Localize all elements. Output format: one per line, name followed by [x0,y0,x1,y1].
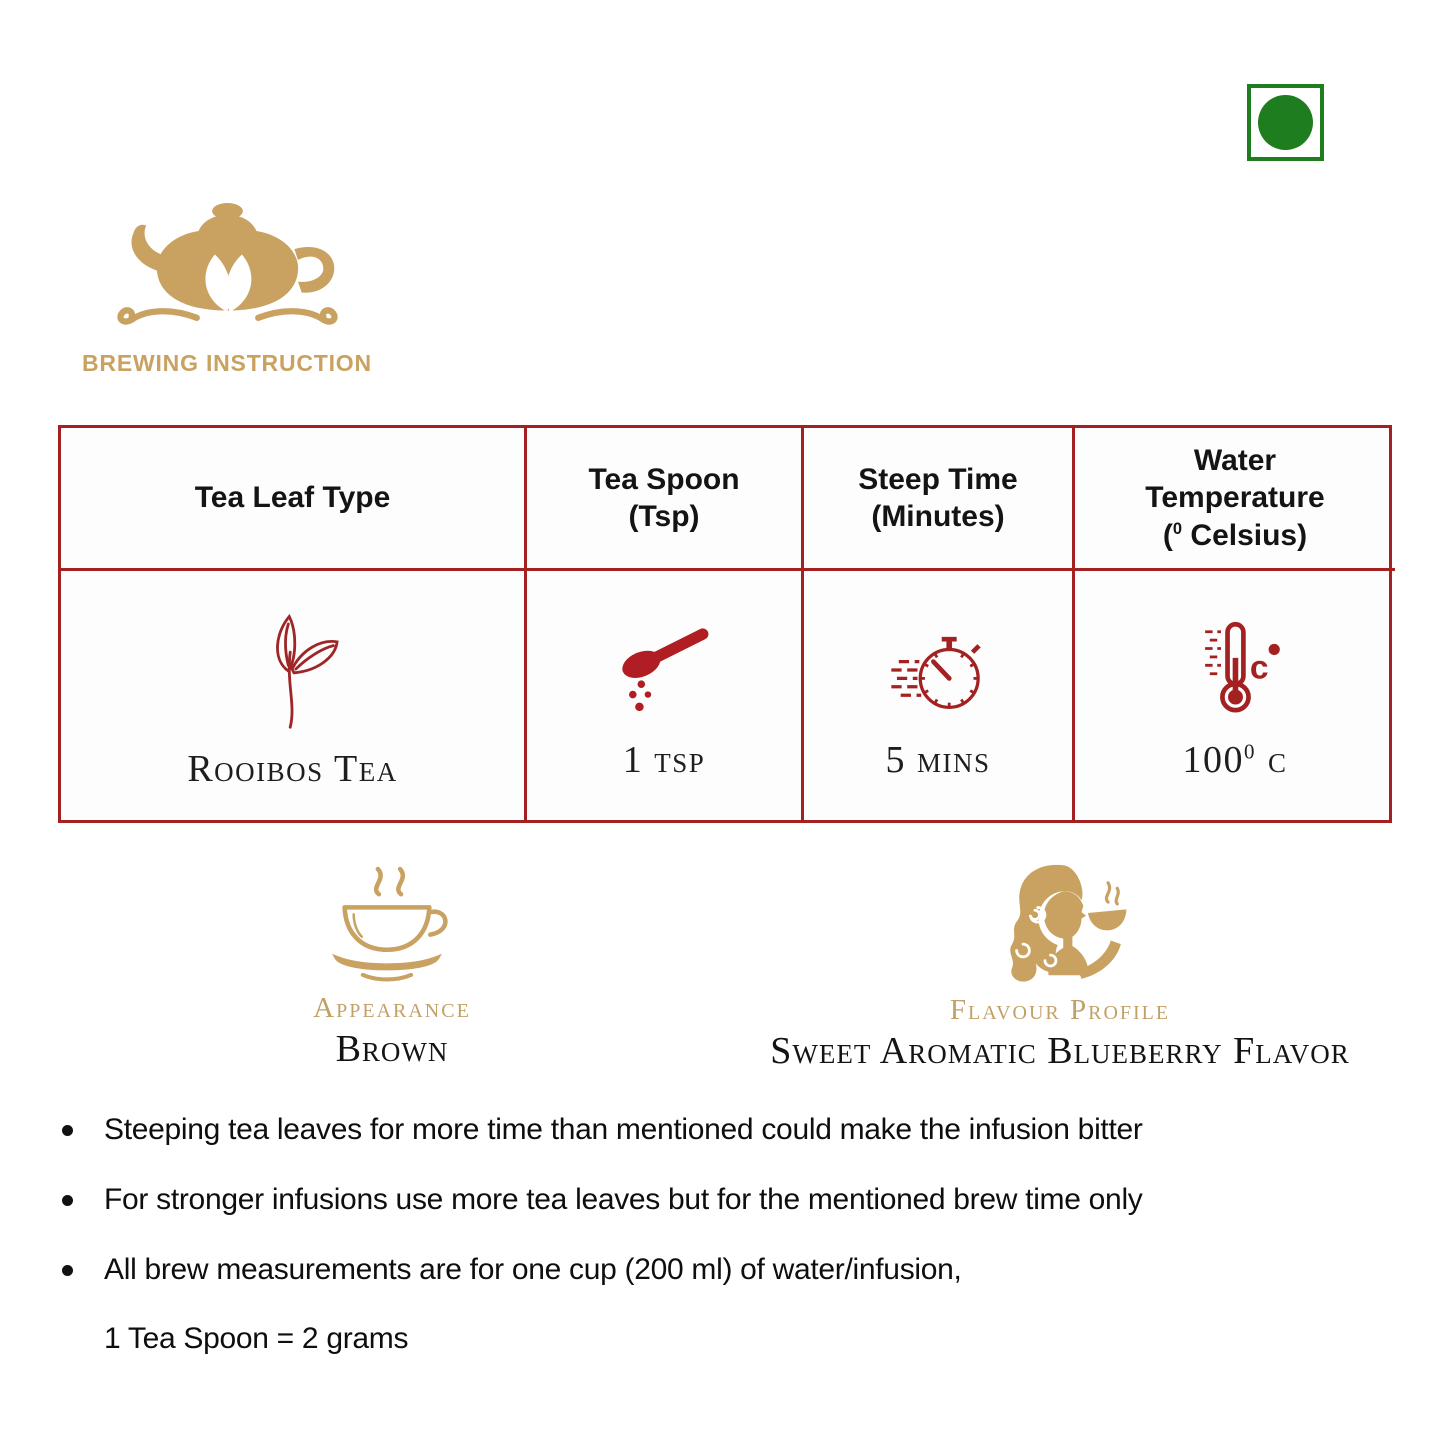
tea-spoon-value: 1 tsp [622,738,706,781]
stopwatch-icon [882,618,994,722]
vegetarian-mark [1247,84,1324,161]
brewing-notes [62,1112,1392,1356]
bullet-icon [62,1125,73,1136]
note-text: Steeping tea leaves for more time than mentioned could make the infusion bitter [104,1113,1143,1146]
cell-tea-leaf-type [61,571,524,820]
brewing-instruction-title: BREWING INSTRUCTION [82,350,372,376]
flavour-profile-block [700,860,1420,1073]
water-temperature-value: $100^0$ c [1182,738,1288,781]
appearance-title: Appearance [313,992,471,1024]
note-item [62,1182,1392,1218]
appearance-value: Brown [335,1028,449,1070]
brand-logo [82,196,392,377]
tea-leaf-icon [241,609,345,731]
brewing-table [58,425,1392,823]
vegetarian-dot-icon [1258,95,1313,150]
steep-time-value: 5 mins [885,738,991,781]
tea-spoon-icon [612,618,716,722]
bullet-icon [62,1195,73,1206]
note-item [62,1112,1392,1148]
header-water-temperature: Water Temperature ($^0$ Celsius) [1072,428,1395,571]
note-item [62,1252,1392,1288]
thermometer-icon [1179,618,1291,722]
note-text: All brew measurements are for one cup (200 ml) of water/infusion, [104,1253,962,1286]
header-steep-time: Steep Time (Minutes) [801,428,1072,571]
teapot-icon [110,196,345,342]
lady-with-cup-icon [978,860,1143,988]
svg-text:c: c [1249,648,1269,686]
note-footnote: 1 Tea Spoon = 2 grams [104,1322,409,1355]
header-tea-leaf-type: Tea Leaf Type [61,428,524,571]
flavour-profile-title: Flavour Profile [949,994,1171,1026]
cell-water-temperature [1072,571,1395,820]
note-text: For stronger infusions use more tea leaves but for the mentioned brew time only [104,1183,1143,1216]
bullet-icon [62,1265,73,1276]
teacup-icon [316,860,468,986]
cell-tea-spoon [524,571,801,820]
cell-steep-time [801,571,1072,820]
header-tea-spoon: Tea Spoon (Tsp) [524,428,801,571]
tea-leaf-type-value: Rooibos Tea [187,747,398,790]
flavour-profile-value: Sweet Aromatic Blueberry Flavor [770,1030,1350,1072]
appearance-block [277,860,507,1071]
